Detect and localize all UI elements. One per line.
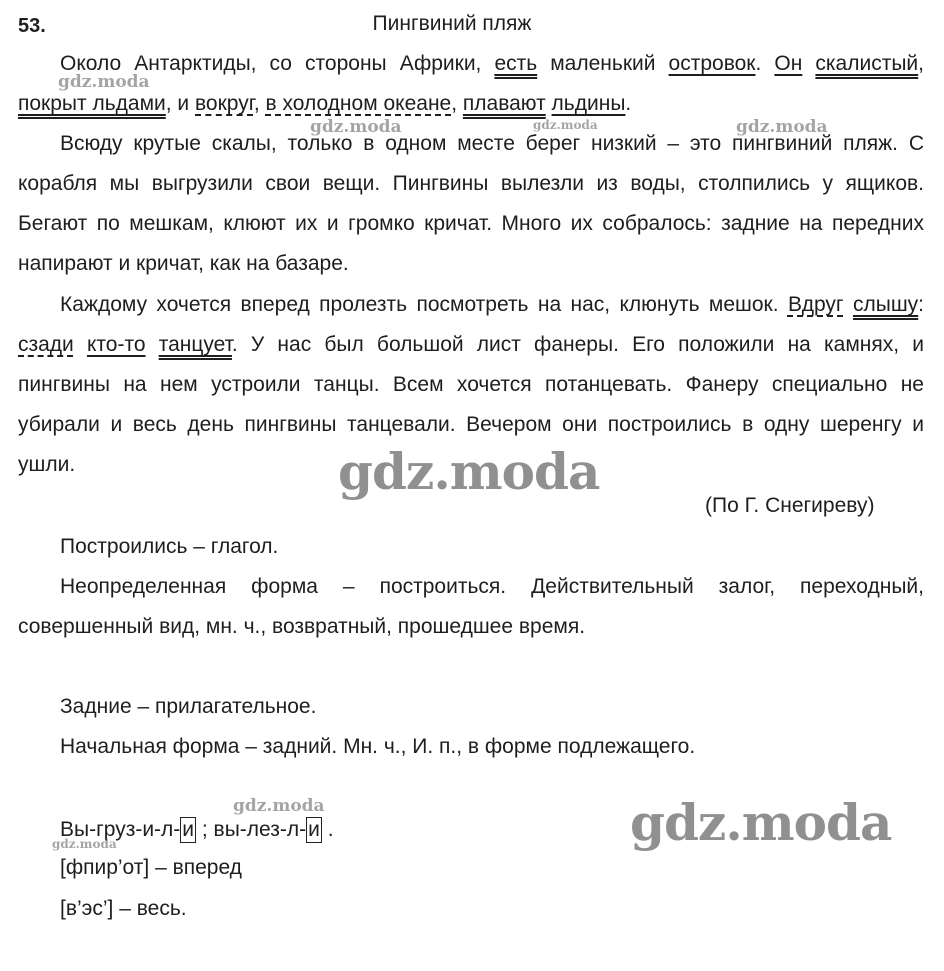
exercise-number: 53. [18,15,46,37]
phonetic-transcription-2: [в’эс’] – весь. [60,897,187,920]
paragraph-2: Всюду крутые скалы, только в одном месте берег низкий – это пингвиний пляж. С корабля мы выгрузили свои вещи. Пингвины вылезли из воды, столпились у ящиков. Бегают по мешкам, клюют их и громко кричат. Много их собралось: задние на передних напирают и кричат, как на базаре. [18,132,924,275]
text-title: Пингвиний пляж [372,12,532,35]
watermark: gdz.moda [533,118,598,132]
paragraph-1: Около Антарктиды, со стороны Африки, есть маленький островок. Он скалистый, покрыт льдами, и вокруг, в холодном океане, плавают льдины. [18,52,925,115]
phonetic-transcription-1: [фпир’от] – вперед [60,856,242,879]
underlined-predicate: покрыт льдами [18,92,166,115]
watermark: gdz.moda [58,72,150,92]
underlined-subject: льдины [551,92,626,115]
watermark: gdz.moda [310,117,402,137]
adjective-analysis-details: Начальная форма – задний. Мн. ч., И. п., в форме подлежащего. [60,735,696,758]
underlined-predicate: есть [494,52,538,75]
underlined-predicate: скалистый [815,52,919,75]
watermark: gdz.moda [52,837,117,851]
adjective-analysis-title: Задние – прилагательное. [60,695,317,718]
ending-box: и [182,818,195,841]
underlined-predicate: слышу [852,293,919,316]
underlined-adverbial: в холодном океане [265,92,452,115]
morpheme-analysis: Вы-груз-и-л-и ; вы-лез-л-и . [60,818,334,841]
underlined-adverbial: Вдруг [787,293,844,316]
verb-analysis-details: Неопределенная форма – построиться. Действительный залог, переходный, совершенный вид, мн. ч., возвратный, прошедшее время. [18,575,924,638]
underlined-predicate: плавают [462,92,546,115]
source-attribution: (По Г. Снегиреву) [705,494,875,517]
verb-analysis-title: Построились – глагол. [60,535,279,558]
underlined-subject: Он [774,52,803,75]
watermark: gdz.moda [736,117,828,137]
watermark: gdz.moda [233,796,325,816]
underlined-subject: островок [668,52,756,75]
ending-box: и [308,818,320,841]
watermark: gdz.moda [630,793,892,852]
underlined-subject: кто-то [86,333,146,356]
watermark: gdz.moda [338,442,600,501]
underlined-adverbial: сзади [18,333,74,356]
underlined-adverbial: вокруг [195,92,254,115]
underlined-predicate: танцует [158,333,232,356]
paragraph-3: Каждому хочется вперед пролезть посмотреть на нас, клюнуть мешок. Вдруг слышу: сзади кто-то танцует. У нас был большой лист фанеры. Его положили на камнях, и пингвины на нем устроили танцы. Всем хочется потанцевать. Фанеру специально не убирали и весь день пингвины танцевали. Вечером они построились в одну шеренгу и ушли. [18,293,925,476]
